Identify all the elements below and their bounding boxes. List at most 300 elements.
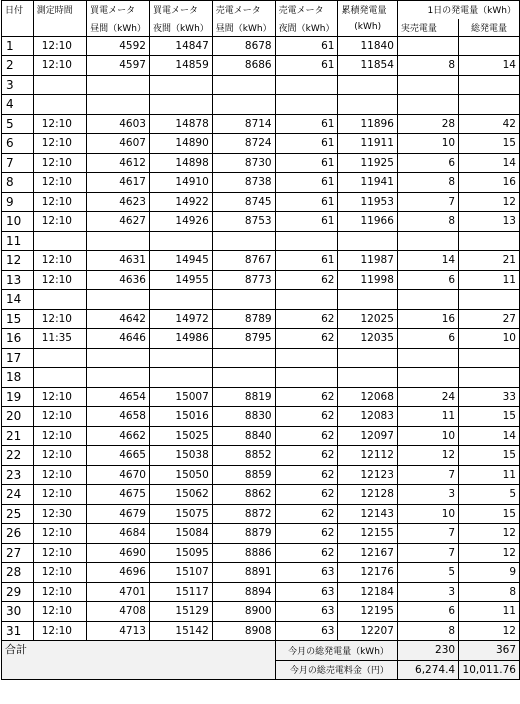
cumulative-cell: 11840 xyxy=(338,36,397,56)
day-cell: 20 xyxy=(2,407,34,427)
cumulative-cell: 12195 xyxy=(338,602,397,622)
sell-day-cell: 8789 xyxy=(212,309,275,329)
buy-night-cell: 14847 xyxy=(149,36,212,56)
actual-sell-cell: 6 xyxy=(397,270,458,290)
day-cell: 4 xyxy=(2,95,34,115)
table-row xyxy=(2,231,520,251)
total-generation-cell: 15 xyxy=(459,407,520,427)
buy-day-cell xyxy=(87,75,150,95)
day-cell: 17 xyxy=(2,348,34,368)
time-cell xyxy=(33,95,86,115)
actual-sell-cell xyxy=(397,75,458,95)
buy-night-cell xyxy=(149,95,212,115)
time-cell: 12:10 xyxy=(33,153,86,173)
table-row xyxy=(2,465,520,485)
total-generation-cell: 11 xyxy=(459,465,520,485)
time-cell: 12:10 xyxy=(33,563,86,583)
buy-day-cell: 4642 xyxy=(87,309,150,329)
total-generation-cell xyxy=(459,348,520,368)
buy-night-cell: 15016 xyxy=(149,407,212,427)
buy-day-cell: 4636 xyxy=(87,270,150,290)
buy-night-cell xyxy=(149,75,212,95)
buy-day-cell xyxy=(87,348,150,368)
cumulative-cell: 12035 xyxy=(338,329,397,349)
table-row xyxy=(2,582,520,602)
cumulative-cell xyxy=(338,75,397,95)
monthly-generation-label: 今月の総発電量（kWh） xyxy=(275,641,397,661)
subheader-sell-day: 昼間（kWh） xyxy=(212,19,275,37)
time-cell: 12:10 xyxy=(33,36,86,56)
buy-day-cell: 4646 xyxy=(87,329,150,349)
sell-day-cell: 8738 xyxy=(212,173,275,193)
sell-night-cell: 61 xyxy=(275,36,338,56)
sell-day-cell: 8900 xyxy=(212,602,275,622)
actual-sell-cell: 6 xyxy=(397,602,458,622)
cumulative-cell: 12068 xyxy=(338,387,397,407)
sell-day-cell: 8830 xyxy=(212,407,275,427)
actual-sell-cell: 8 xyxy=(397,173,458,193)
buy-day-cell: 4617 xyxy=(87,173,150,193)
day-cell: 10 xyxy=(2,212,34,232)
sell-night-cell xyxy=(275,348,338,368)
buy-day-cell: 4665 xyxy=(87,446,150,466)
sell-night-cell: 62 xyxy=(275,485,338,505)
buy-night-cell: 14878 xyxy=(149,114,212,134)
time-cell: 12:10 xyxy=(33,212,86,232)
cumulative-cell: 12112 xyxy=(338,446,397,466)
total-generation-cell: 14 xyxy=(459,426,520,446)
sell-day-cell: 8724 xyxy=(212,134,275,154)
time-cell xyxy=(33,368,86,388)
sell-night-cell: 63 xyxy=(275,563,338,583)
buy-day-cell: 4658 xyxy=(87,407,150,427)
actual-sell-cell xyxy=(397,348,458,368)
cumulative-cell xyxy=(338,290,397,310)
day-cell: 25 xyxy=(2,504,34,524)
monthly-fee-label: 今月の総売電料金（円） xyxy=(275,660,397,680)
sell-day-cell: 8714 xyxy=(212,114,275,134)
total-generation-cell: 16 xyxy=(459,173,520,193)
sell-day-cell xyxy=(212,290,275,310)
sell-night-cell: 61 xyxy=(275,212,338,232)
time-cell xyxy=(33,290,86,310)
table-row xyxy=(2,543,520,563)
cumulative-cell: 12097 xyxy=(338,426,397,446)
total-generation-cell: 8 xyxy=(459,582,520,602)
actual-sell-cell: 7 xyxy=(397,192,458,212)
sell-day-cell: 8767 xyxy=(212,251,275,271)
time-cell: 12:10 xyxy=(33,114,86,134)
table-row xyxy=(2,368,520,388)
actual-sell-cell: 6 xyxy=(397,329,458,349)
buy-night-cell: 14972 xyxy=(149,309,212,329)
header-date: 日付 xyxy=(2,1,34,19)
time-cell: 12:10 xyxy=(33,270,86,290)
total-generation-cell: 12 xyxy=(459,621,520,641)
total-generation-cell: 15 xyxy=(459,446,520,466)
table-row xyxy=(2,134,520,154)
subheader-blank-date xyxy=(2,19,34,37)
actual-sell-cell: 24 xyxy=(397,387,458,407)
buy-night-cell xyxy=(149,348,212,368)
day-cell: 19 xyxy=(2,387,34,407)
buy-night-cell: 15038 xyxy=(149,446,212,466)
day-cell: 9 xyxy=(2,192,34,212)
sell-night-cell: 61 xyxy=(275,173,338,193)
total-generation-cell: 9 xyxy=(459,563,520,583)
day-cell: 2 xyxy=(2,56,34,76)
total-generation-cell: 10 xyxy=(459,329,520,349)
header-row xyxy=(2,1,520,19)
sell-night-cell: 62 xyxy=(275,270,338,290)
buy-night-cell: 15129 xyxy=(149,602,212,622)
cumulative-cell: 11911 xyxy=(338,134,397,154)
sell-day-cell: 8745 xyxy=(212,192,275,212)
total-label: 合計 xyxy=(2,641,276,680)
total-generation-cell: 33 xyxy=(459,387,520,407)
actual-sell-cell: 3 xyxy=(397,582,458,602)
buy-night-cell: 15142 xyxy=(149,621,212,641)
day-cell: 29 xyxy=(2,582,34,602)
sell-night-cell: 61 xyxy=(275,56,338,76)
day-cell: 27 xyxy=(2,543,34,563)
sell-night-cell: 62 xyxy=(275,426,338,446)
actual-sell-cell: 7 xyxy=(397,524,458,544)
buy-day-cell: 4670 xyxy=(87,465,150,485)
buy-day-cell: 4690 xyxy=(87,543,150,563)
cumulative-cell: 11966 xyxy=(338,212,397,232)
day-cell: 11 xyxy=(2,231,34,251)
time-cell: 12:10 xyxy=(33,173,86,193)
table-row xyxy=(2,75,520,95)
sell-day-cell: 8678 xyxy=(212,36,275,56)
sell-night-cell: 63 xyxy=(275,621,338,641)
day-cell: 6 xyxy=(2,134,34,154)
actual-sell-cell: 8 xyxy=(397,621,458,641)
cumulative-cell: 12176 xyxy=(338,563,397,583)
cumulative-cell: 11998 xyxy=(338,270,397,290)
cumulative-cell: 12184 xyxy=(338,582,397,602)
table-row xyxy=(2,446,520,466)
footer-generation-row xyxy=(2,641,520,661)
sell-day-cell: 8819 xyxy=(212,387,275,407)
time-cell: 12:10 xyxy=(33,524,86,544)
cumulative-cell: 12025 xyxy=(338,309,397,329)
time-cell: 12:10 xyxy=(33,251,86,271)
sell-day-cell: 8872 xyxy=(212,504,275,524)
buy-day-cell: 4627 xyxy=(87,212,150,232)
sell-day-cell: 8852 xyxy=(212,446,275,466)
sell-night-cell: 61 xyxy=(275,153,338,173)
subheader-row xyxy=(2,19,520,37)
time-cell: 12:10 xyxy=(33,407,86,427)
actual-sell-cell xyxy=(397,290,458,310)
table-row xyxy=(2,329,520,349)
actual-sell-cell: 12 xyxy=(397,446,458,466)
cumulative-cell xyxy=(338,368,397,388)
sell-day-cell: 8908 xyxy=(212,621,275,641)
buy-day-cell xyxy=(87,368,150,388)
actual-sell-cell: 28 xyxy=(397,114,458,134)
buy-night-cell: 15050 xyxy=(149,465,212,485)
sell-night-cell xyxy=(275,290,338,310)
sell-night-cell: 62 xyxy=(275,446,338,466)
table-row xyxy=(2,504,520,524)
day-cell: 14 xyxy=(2,290,34,310)
buy-day-cell xyxy=(87,231,150,251)
buy-night-cell: 14945 xyxy=(149,251,212,271)
time-cell xyxy=(33,348,86,368)
header-sell-meter-day: 売電メータ xyxy=(212,1,275,19)
actual-sell-cell: 7 xyxy=(397,465,458,485)
buy-day-cell: 4592 xyxy=(87,36,150,56)
total-generation-cell xyxy=(459,36,520,56)
day-cell: 16 xyxy=(2,329,34,349)
actual-sell-cell: 3 xyxy=(397,485,458,505)
time-cell: 12:10 xyxy=(33,602,86,622)
cumulative-cell: 12167 xyxy=(338,543,397,563)
total-generation-cell: 12 xyxy=(459,524,520,544)
buy-night-cell: 14890 xyxy=(149,134,212,154)
buy-day-cell: 4701 xyxy=(87,582,150,602)
total-generation-cell: 42 xyxy=(459,114,520,134)
spreadsheet xyxy=(1,0,520,680)
actual-sell-cell xyxy=(397,36,458,56)
sell-night-cell: 61 xyxy=(275,134,338,154)
time-cell: 12:10 xyxy=(33,192,86,212)
sell-day-cell: 8686 xyxy=(212,56,275,76)
actual-sell-cell: 10 xyxy=(397,426,458,446)
time-cell: 12:10 xyxy=(33,387,86,407)
table-row xyxy=(2,173,520,193)
buy-day-cell xyxy=(87,290,150,310)
sell-night-cell: 62 xyxy=(275,387,338,407)
total-generation-cell: 5 xyxy=(459,485,520,505)
table-row xyxy=(2,563,520,583)
header-buy-meter-night: 買電メータ xyxy=(149,1,212,19)
table-row xyxy=(2,212,520,232)
table-row xyxy=(2,387,520,407)
cumulative-cell: 11896 xyxy=(338,114,397,134)
sell-night-cell: 62 xyxy=(275,407,338,427)
sell-night-cell xyxy=(275,75,338,95)
subheader-buy-day: 昼間（kWh） xyxy=(87,19,150,37)
day-cell: 3 xyxy=(2,75,34,95)
actual-sell-cell xyxy=(397,231,458,251)
total-generation-cell: 14 xyxy=(459,56,520,76)
sell-night-cell: 61 xyxy=(275,114,338,134)
day-cell: 15 xyxy=(2,309,34,329)
buy-night-cell: 14922 xyxy=(149,192,212,212)
day-cell: 30 xyxy=(2,602,34,622)
buy-day-cell: 4684 xyxy=(87,524,150,544)
total-generation-cell xyxy=(459,75,520,95)
table-row xyxy=(2,426,520,446)
buy-day-cell: 4612 xyxy=(87,153,150,173)
total-generation-cell xyxy=(459,368,520,388)
monthly-generation-actual: 230 xyxy=(397,641,458,661)
table-row xyxy=(2,56,520,76)
table-row xyxy=(2,348,520,368)
buy-night-cell: 14955 xyxy=(149,270,212,290)
cumulative-cell: 11953 xyxy=(338,192,397,212)
sell-night-cell xyxy=(275,231,338,251)
day-cell: 5 xyxy=(2,114,34,134)
header-time: 測定時間 xyxy=(33,1,86,19)
sell-day-cell: 8840 xyxy=(212,426,275,446)
buy-night-cell: 14910 xyxy=(149,173,212,193)
day-cell: 8 xyxy=(2,173,34,193)
total-generation-cell: 11 xyxy=(459,270,520,290)
time-cell: 12:10 xyxy=(33,485,86,505)
sell-day-cell: 8862 xyxy=(212,485,275,505)
total-generation-cell: 21 xyxy=(459,251,520,271)
header-daily-generation: 1日の発電量（kWh） xyxy=(397,1,519,19)
subheader-cumulative-unit: (kWh) xyxy=(338,19,397,37)
sell-day-cell: 8859 xyxy=(212,465,275,485)
sell-day-cell: 8753 xyxy=(212,212,275,232)
cumulative-cell: 11925 xyxy=(338,153,397,173)
table-row xyxy=(2,270,520,290)
actual-sell-cell: 11 xyxy=(397,407,458,427)
time-cell: 11:35 xyxy=(33,329,86,349)
sell-day-cell xyxy=(212,348,275,368)
table-row xyxy=(2,251,520,271)
actual-sell-cell: 14 xyxy=(397,251,458,271)
buy-night-cell xyxy=(149,290,212,310)
subheader-blank-time xyxy=(33,19,86,37)
sell-day-cell xyxy=(212,75,275,95)
day-cell: 26 xyxy=(2,524,34,544)
total-generation-cell: 12 xyxy=(459,543,520,563)
actual-sell-cell: 8 xyxy=(397,212,458,232)
buy-day-cell: 4708 xyxy=(87,602,150,622)
table-row xyxy=(2,290,520,310)
table-row xyxy=(2,192,520,212)
time-cell: 12:10 xyxy=(33,309,86,329)
actual-sell-cell: 7 xyxy=(397,543,458,563)
buy-night-cell: 15107 xyxy=(149,563,212,583)
total-generation-cell xyxy=(459,95,520,115)
total-generation-cell: 11 xyxy=(459,602,520,622)
sell-day-cell: 8795 xyxy=(212,329,275,349)
buy-night-cell: 14898 xyxy=(149,153,212,173)
subheader-buy-night: 夜間（kWh） xyxy=(149,19,212,37)
cumulative-cell: 11854 xyxy=(338,56,397,76)
time-cell: 12:10 xyxy=(33,56,86,76)
table-row xyxy=(2,114,520,134)
cumulative-cell: 12155 xyxy=(338,524,397,544)
sell-night-cell: 63 xyxy=(275,602,338,622)
cumulative-cell: 12143 xyxy=(338,504,397,524)
total-generation-cell xyxy=(459,231,520,251)
buy-day-cell: 4603 xyxy=(87,114,150,134)
sell-night-cell: 61 xyxy=(275,251,338,271)
total-generation-cell: 15 xyxy=(459,504,520,524)
cumulative-cell: 11987 xyxy=(338,251,397,271)
day-cell: 22 xyxy=(2,446,34,466)
header-cumulative: 累積発電量 xyxy=(338,1,397,19)
total-generation-cell: 15 xyxy=(459,134,520,154)
time-cell: 12:10 xyxy=(33,465,86,485)
cumulative-cell xyxy=(338,348,397,368)
buy-night-cell: 15062 xyxy=(149,485,212,505)
sell-night-cell: 61 xyxy=(275,192,338,212)
buy-day-cell: 4623 xyxy=(87,192,150,212)
buy-day-cell: 4597 xyxy=(87,56,150,76)
buy-night-cell: 15075 xyxy=(149,504,212,524)
cumulative-cell: 12128 xyxy=(338,485,397,505)
actual-sell-cell xyxy=(397,95,458,115)
cumulative-cell: 11941 xyxy=(338,173,397,193)
buy-night-cell: 15007 xyxy=(149,387,212,407)
day-cell: 28 xyxy=(2,563,34,583)
table-row xyxy=(2,602,520,622)
buy-night-cell: 15084 xyxy=(149,524,212,544)
buy-day-cell: 4679 xyxy=(87,504,150,524)
subheader-actual-sell: 実売電量 xyxy=(397,19,458,37)
sell-night-cell: 62 xyxy=(275,504,338,524)
sell-night-cell xyxy=(275,95,338,115)
sell-day-cell xyxy=(212,95,275,115)
buy-night-cell: 15095 xyxy=(149,543,212,563)
actual-sell-cell: 10 xyxy=(397,504,458,524)
cumulative-cell: 12083 xyxy=(338,407,397,427)
sell-day-cell xyxy=(212,231,275,251)
table-row xyxy=(2,407,520,427)
time-cell: 12:30 xyxy=(33,504,86,524)
table-row xyxy=(2,36,520,56)
cumulative-cell: 12207 xyxy=(338,621,397,641)
day-cell: 13 xyxy=(2,270,34,290)
table-row xyxy=(2,309,520,329)
buy-day-cell xyxy=(87,95,150,115)
table-row xyxy=(2,485,520,505)
total-generation-cell xyxy=(459,290,520,310)
total-generation-cell: 13 xyxy=(459,212,520,232)
actual-sell-cell: 16 xyxy=(397,309,458,329)
sell-day-cell: 8894 xyxy=(212,582,275,602)
cumulative-cell xyxy=(338,231,397,251)
time-cell: 12:10 xyxy=(33,582,86,602)
sell-day-cell: 8879 xyxy=(212,524,275,544)
buy-night-cell: 15117 xyxy=(149,582,212,602)
table-row xyxy=(2,621,520,641)
sell-night-cell: 62 xyxy=(275,524,338,544)
sell-night-cell: 62 xyxy=(275,329,338,349)
header-buy-meter-day: 買電メータ xyxy=(87,1,150,19)
actual-sell-cell xyxy=(397,368,458,388)
time-cell: 12:10 xyxy=(33,543,86,563)
time-cell: 12:10 xyxy=(33,621,86,641)
header-sell-meter-night: 売電メータ xyxy=(275,1,338,19)
time-cell: 12:10 xyxy=(33,426,86,446)
time-cell xyxy=(33,231,86,251)
sell-night-cell: 63 xyxy=(275,582,338,602)
time-cell xyxy=(33,75,86,95)
time-cell: 12:10 xyxy=(33,446,86,466)
day-cell: 23 xyxy=(2,465,34,485)
sell-night-cell: 62 xyxy=(275,465,338,485)
buy-night-cell xyxy=(149,231,212,251)
total-generation-cell: 14 xyxy=(459,153,520,173)
actual-sell-cell: 6 xyxy=(397,153,458,173)
sell-day-cell xyxy=(212,368,275,388)
sell-night-cell: 62 xyxy=(275,543,338,563)
buy-day-cell: 4607 xyxy=(87,134,150,154)
actual-sell-cell: 5 xyxy=(397,563,458,583)
table-row xyxy=(2,524,520,544)
